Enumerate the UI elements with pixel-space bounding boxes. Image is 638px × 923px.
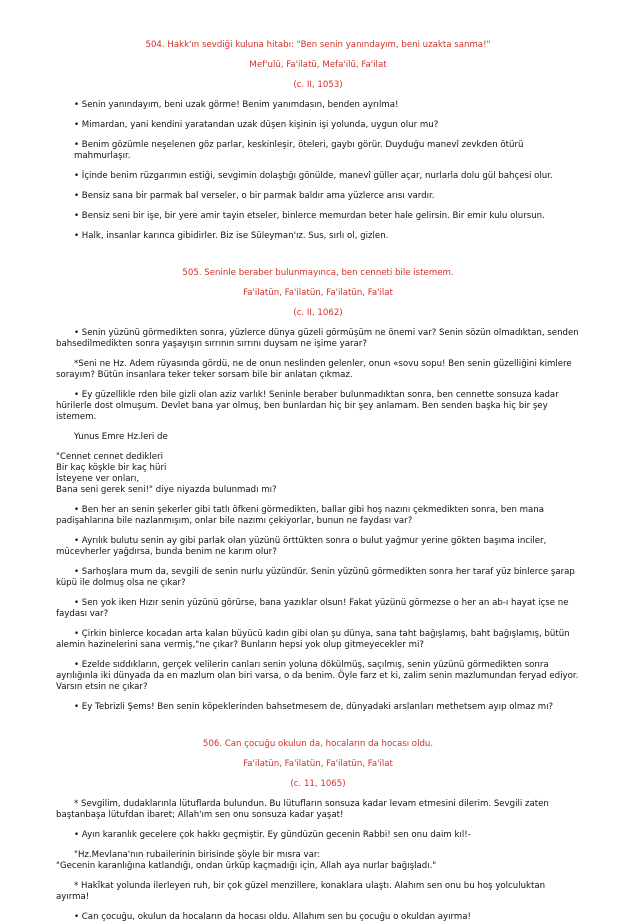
poem: "Cennet cennet dedikleri Bir kaç köşkle bir kaç hüri İsteyene ver onları, Bana seni gerek seni!" diye niyazda bulunmadı mı? bbox=[56, 452, 277, 495]
paragraph: • Ben her an senin şekerler gibi tatlı öfkeni görmedikten, ballar gibi hoş nazını çekmedikten sonra, ben mana padişahlarına bile nazlanmışım, onlar bile nazımı çekiyorlar, bunun ne faydası var? bbox=[56, 505, 545, 526]
paragraph: • Ey Tebrizli Şems! Ben senin köpeklerinden bahsetmesem de, dünyadaki arslanları methetsem ayıp olmaz mı? bbox=[74, 702, 554, 712]
paragraph: • Can çocuğu, okulun da hocaların da hocası oldu. Allahım sen bu çocuğu o okuldan ayırma! bbox=[74, 912, 471, 922]
paragraph: Yunus Emre Hz.leri de bbox=[74, 432, 168, 442]
section-title: 506. Can çocuğu okulun da, hocaların da hocası oldu. bbox=[202, 739, 434, 749]
section-505 bbox=[56, 268, 580, 713]
section-meter: Fa'ilatün, Fa'ilatün, Fa'ilatün, Fa'ilat bbox=[243, 288, 393, 298]
section-title: 505. Seninle beraber bulunmayınca, ben cenneti bile istemem. bbox=[182, 268, 454, 278]
section-title: 504. Hakk'ın sevdiği kuluna hitabı: "Ben senin yanındayım, beni uzakta sanma!" bbox=[145, 40, 491, 50]
list-item: • Bensiz sana bir parmak bal verseler, o bir parmak baldır ama yüzlerce arısı vardır. bbox=[74, 191, 435, 201]
paragraph: • Sen yok iken Hızır senin yüzünü görürse, bana yazıklar olsun! Fakat yüzünü görmezse o her an ab-ı hayat içse ne faydası var? bbox=[56, 598, 569, 619]
paragraph: • Ey güzellikle rden bile gizli olan aziz varlık! Seninle beraber bulunmadıktan sonra, ben cennette sonsuza kadar hürilerle dost olmuşum. Devlet bana yar olmuş, ben bunlardan hiç bir şey anlamam. Ben senden başka hiç bir şey istemem. bbox=[56, 390, 559, 422]
section-meter: Mef'ulü, Fa'ilatü, Mefa'ilü, Fa'ilat bbox=[249, 60, 387, 70]
list-item: • Benim gözümle neşelenen göz parlar, keskinleşir, öteleri, gaybı görür. Duyduğu manevî zevkden ötürü mahmurlaşır. bbox=[74, 140, 524, 161]
paragraph: "Hz.Mevlana'nın rubailerinin birisinde şöyle bir mısra var: "Gecenin karanlığına katlandığı, ondan ürküp kaçmadığı için, Allah aya nurlar bağışladı." bbox=[56, 850, 437, 871]
list-item: • Bensiz seni bir işe, bir yere amir tayin etseler, binlerce memurdan beter hale gelirsin. Bir emir kulu olursun. bbox=[74, 211, 545, 221]
list-item: • Mimardan, yani kendini yaratandan uzak düşen kişinin işi yolunda, uygun olur mu? bbox=[74, 120, 439, 130]
list-item: • İçinde benim rüzgarımın estiği, sevgimin dolaştığı gönülde, manevî güller açar, nurlarla dolu gül bahçesi olur. bbox=[74, 171, 553, 181]
paragraph: * Sevgilim, dudaklarınla lütuflarda bulundun. Bu lütufların sonsuza kadar levam etmesini dilerim. Sevgili zaten baştanbaşa lütufdan ibaret; Allah'ım sen onu sonsuza kadar yaşat! bbox=[56, 799, 549, 820]
section-meter: Fa'ilatün, Fa'ilatün, Fa'ilatün, Fa'ilat bbox=[243, 759, 393, 769]
section-reference: (c. II, 1053) bbox=[293, 80, 343, 90]
list-item: • Senin yanındayım, beni uzak görme! Benim yanımdasın, benden ayrılma! bbox=[74, 100, 399, 110]
section-506 bbox=[56, 739, 580, 923]
paragraph: • Ayrılık bulutu senin ay gibi parlak olan yüzünü örttükten sonra o bulut yağmur yerine gökten başıma inciler, mücevherler yağdırsa, bunda benim ne karım olur? bbox=[56, 536, 547, 557]
section-reference: (c. II, 1062) bbox=[293, 308, 343, 318]
list-item: • Halk, insanlar karınca gibidirler. Biz ise Süleyman'ız. Sus, sırlı ol, gizlen. bbox=[74, 231, 389, 241]
paragraph: • Senin yüzünü görmedikten sonra, yüzlerce dünya güzeli görmüşüm ne önemi var? Senin sözün olmadıktan, senden bahsedilmedikten sonra yaşayışın sırrının sırrını duysam ne işime yarar? bbox=[56, 328, 579, 349]
section-504 bbox=[56, 40, 580, 242]
paragraph: *Seni ne Hz. Adem rüyasında gördü, ne de onun neslinden gelenler, onun «sovu sopu! Ben senin güzelliğini kimlere sorayım? Bütün insanlara teker teker sorsam bile bir anlatan çıkmaz. bbox=[56, 359, 572, 380]
paragraph: • Ezelde sıddıkların, gerçek velilerin canları senin yoluna dökülmüş, saçılmış, senin yüzünü görmedikten sonra ayrılığınla iki dünyada da en mazlum olan biri varsa, o da benim. Öyle farz et ki, zalim senin mazlumundan feryad ediyor. Varsın etsin ne çıkar? bbox=[56, 660, 579, 692]
paragraph: * Hakîkat yolunda ilerleyen ruh, bir çok güzel menzillere, konaklara ulaştı. Alahım sen onu bu hoş yolculuktan ayırma! bbox=[56, 881, 546, 902]
paragraph: • Ayın karanlık gecelere çok hakkı geçmiştir. Ey gündüzün gecenin Rabbi! sen onu daim kıl!- bbox=[74, 830, 471, 840]
paragraph: • Çirkin binlerce kocadan arta kalan büyücü kadın gibi olan şu dünya, sana taht bağışlamış, baht bağışlamış, bütün alemin hazinelerini sana vermiş,"ne çıkar? Bunların hepsi yok olup gitmeyecekler mi? bbox=[56, 629, 570, 650]
paragraph: • Sarhoşlara mum da, sevgili de senin nurlu yüzündür. Senin yüzünü görmedikten sonra her taraf yüz binlerce şarap küpü ile dolmuş olsa ne çıkar? bbox=[56, 567, 575, 588]
section-reference: (c. 11, 1065) bbox=[290, 779, 346, 789]
